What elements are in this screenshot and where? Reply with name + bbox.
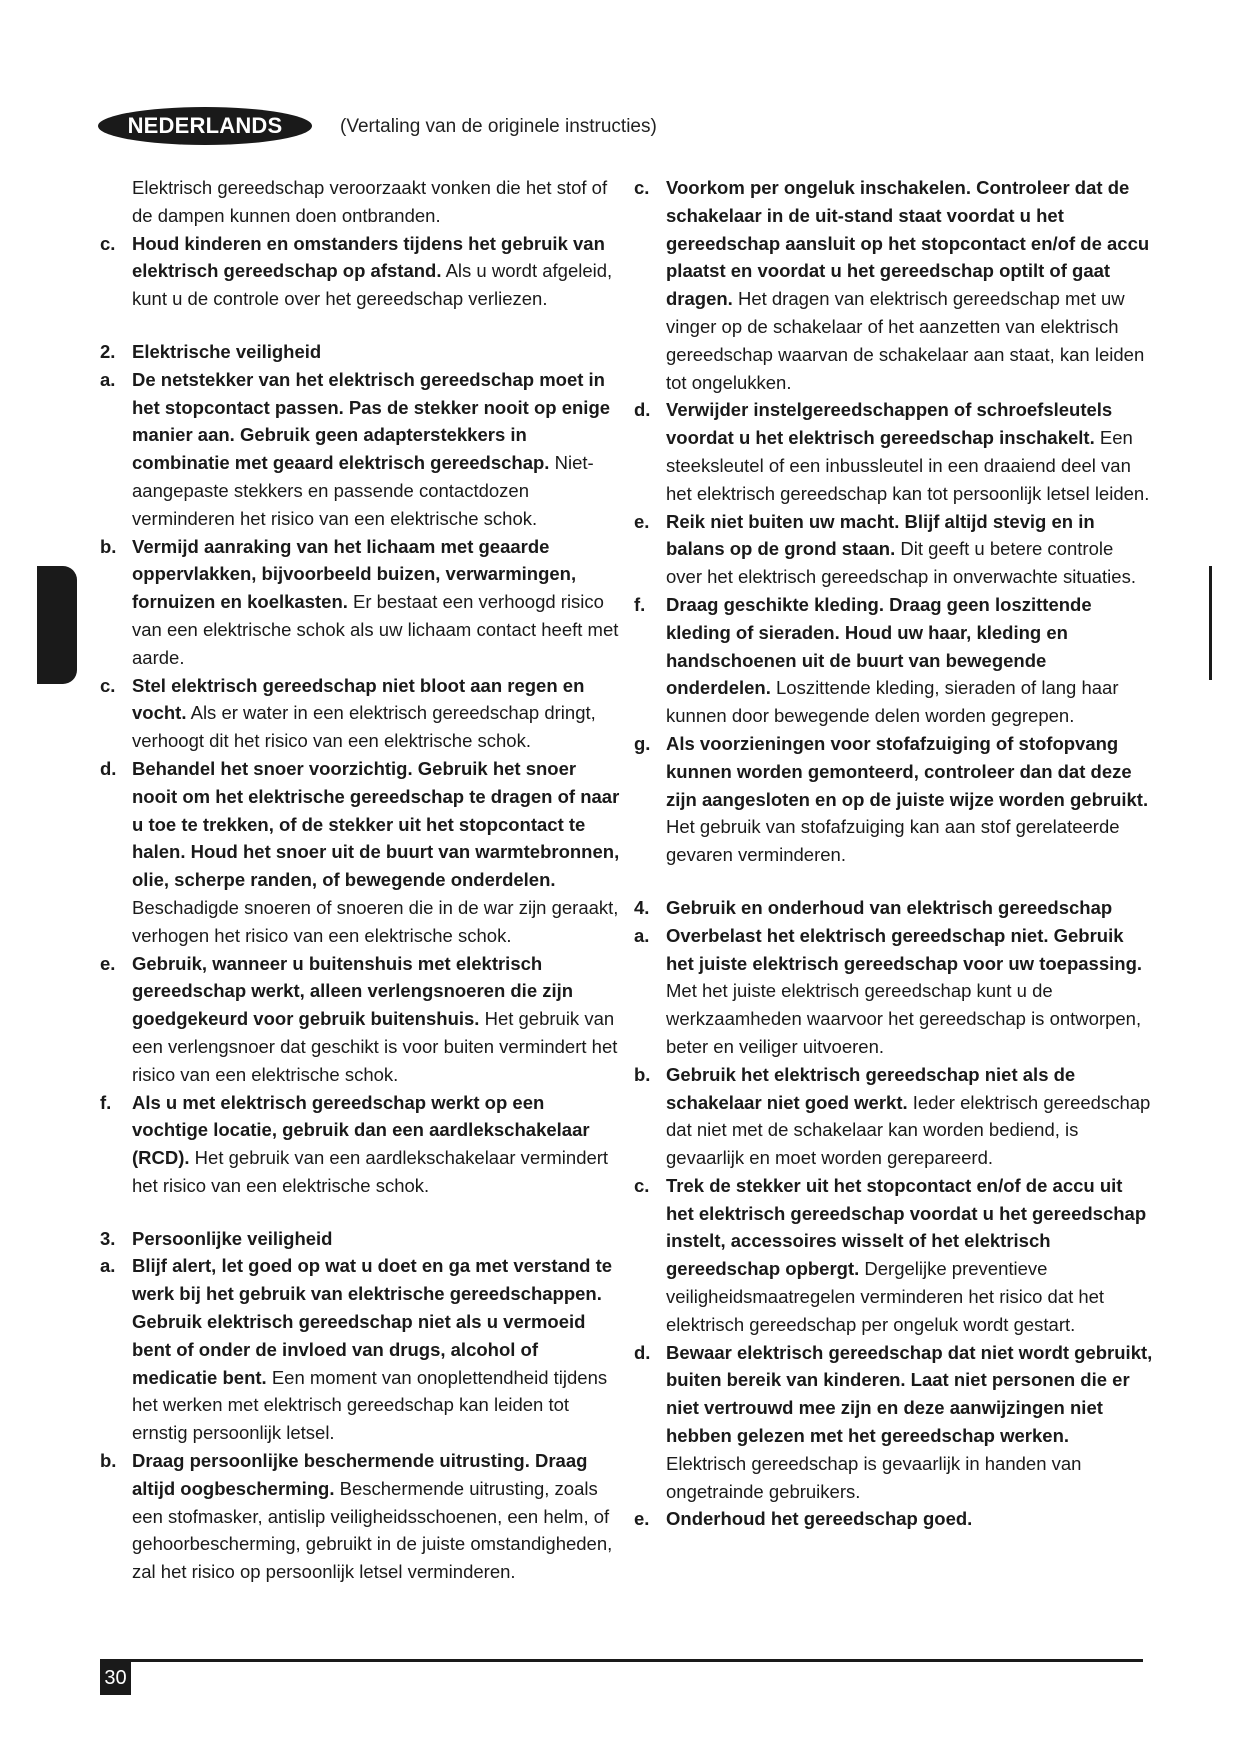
section-heading: 2. Elektrische veiligheid [100, 340, 322, 362]
footer-rule [100, 1659, 1143, 1662]
list-item: c. Voorkom per ongeluk inschakelen. Controleer dat de schakelaar in de uit-stand staat voordat u het gereedschap aansluit op het stopcontact en/of de accu plaatst en voordat u het gereedschap optilt of gaat dragen. Het dragen van elektrisch gereedschap met uw vinger op de schakelaar of het aanzetten van elektrisch gereedschap waarvan de schakelaar aan staat, kan leiden tot ongelukken. [634, 177, 1150, 393]
list-item: f. Als u met elektrisch gereedschap werkt op een vochtige locatie, gebruik dan een aardlekschakelaar (RCD). Het gebruik van een aardlekschakelaar vermindert het risico van een elektrische schok. [100, 1091, 609, 1196]
list-item: b. Draag persoonlijke beschermende uitrusting. Draag altijd oogbescherming. Beschermende uitrusting, zoals een stofmasker, antislip veiligheidsschoenen, een helm, of gehoorbescherming, gebruikt in de juiste omstandigheden, zal het risico op persoonlijk letsel verminderen. [100, 1450, 613, 1583]
list-item: a. De netstekker van het elektrisch gereedschap moet in het stopcontact passen. Pas de stekker nooit op enige manier aan. Gebruik geen adapterstekkers in combinatie met geaard elektrisch gereedschap. Niet-aangepaste stekkers en passende contactdozen verminderen het risico van een elektrische schok. [100, 368, 611, 529]
list-item: f. Draag geschikte kleding. Draag geen loszittende kleding of sieraden. Houd uw haar, kleding en handschoenen uit de buurt van bewegende onderdelen. Loszittende kleding, sieraden of lang haar kunnen door bewegende delen worden gegrepen. [634, 593, 1119, 727]
list-item: e. Onderhoud het gereedschap goed. [634, 1508, 973, 1530]
list-item: e. Gebruik, wanneer u buitenshuis met elektrisch gereedschap werkt, alleen verlengsnoeren die zijn goedgekeurd voor gebruik buitenshuis. Het gebruik van een verlengsnoer dat geschikt is voor buiten vermindert het risico van een elektrische schok. [100, 952, 618, 1085]
section-heading: 4. Gebruik en onderhoud van elektrisch gereedschap [634, 896, 1113, 918]
list-item: d. Verwijder instelgereedschappen of schroefsleutels voordat u het elektrisch gereedschap inschakelt. Een steeksleutel of een inbussleutel in een draaiend deel van het elektrisch gereedschap kan tot persoonlijk letsel leiden. [634, 399, 1150, 504]
left-column [100, 174, 620, 1586]
right-margin-bar [1209, 566, 1212, 680]
translation-subtitle: (Vertaling van de originele instructies) [340, 116, 657, 137]
list-item: c. Houd kinderen en omstanders tijdens het gebruik van elektrisch gereedschap op afstand. Als u wordt afgeleid, kunt u de controle over het gereedschap verliezen. [100, 232, 613, 310]
language-badge: NEDERLANDS [98, 107, 312, 145]
right-column [634, 174, 1154, 1533]
section-heading: 3. Persoonlijke veiligheid [100, 1227, 333, 1249]
list-item: d. Bewaar elektrisch gereedschap dat niet wordt gebruikt, buiten bereik van kinderen. Laat niet personen die er niet vertrouwd mee zijn en deze aanwijzingen niet hebben gelezen met het gereedschap werken. Elektrisch gereedschap is gevaarlijk in handen van ongetrainde gebruikers. [634, 1341, 1153, 1502]
intro-paragraph: Elektrisch gereedschap veroorzaakt vonken die het stof of de dampen kunnen doen ontbranden. [132, 177, 608, 226]
list-item: a. Overbelast het elektrisch gereedschap niet. Gebruik het juiste elektrisch gereedschap voor uw toepassing. Met het juiste elektrisch gereedschap kunt u de werkzaamheden waarvoor het gereedschap is ontworpen, beter en veiliger uitvoeren. [634, 924, 1143, 1057]
page-number: 30 [100, 1662, 131, 1695]
side-thumb-tab [37, 566, 77, 684]
list-item: c. Stel elektrisch gereedschap niet bloot aan regen en vocht. Als er water in een elektrisch gereedschap dringt, verhoogt dit het risico van een elektrische schok. [100, 674, 596, 752]
list-item: d. Behandel het snoer voorzichtig. Gebruik het snoer nooit om het elektrische gereedschap te dragen of naar u toe te trekken, of de stekker uit het stopcontact te halen. Houd het snoer uit de buurt van warmtebronnen, olie, scherpe randen, of bewegende onderdelen. Beschadigde snoeren of snoeren die in de war zijn geraakt, verhogen het risico van een elektrische schok. [100, 757, 620, 946]
list-item: c. Trek de stekker uit het stopcontact en/of de accu uit het elektrisch gereedschap voordat u het gereedschap instelt, accessoires wisselt of het elektrisch gereedschap opbergt. Dergelijke preventieve veiligheidsmaatregelen verminderen het risico dat het elektrisch gereedschap per ongeluk wordt gestart. [634, 1174, 1147, 1335]
list-item: b. Gebruik het elektrisch gereedschap niet als de schakelaar niet goed werkt. Ieder elektrisch gereedschap dat niet met de schakelaar kan worden bediend, is gevaarlijk en moet worden gerepareerd. [634, 1063, 1151, 1169]
list-item: a. Blijf alert, let goed op wat u doet en ga met verstand te werk bij het gebruik van elektrische gereedschappen. Gebruik elektrisch gereedschap niet als u vermoeid bent of onder de invloed van drugs, alcohol of medicatie bent. Een moment van onoplettendheid tijdens het werken met elektrisch gereedschap kan leiden tot ernstig persoonlijk letsel. [100, 1255, 613, 1444]
list-item: g. Als voorzieningen voor stofafzuiging of stofopvang kunnen worden gemonteerd, controleer dan dat deze zijn aangesloten en op de juiste wijze worden gebruikt. Het gebruik van stofafzuiging kan aan stof gerelateerde gevaren verminderen. [634, 732, 1149, 866]
list-item: b. Vermijd aanraking van het lichaam met geaarde oppervlakken, bijvoorbeeld buizen, verwarmingen, fornuizen en koelkasten. Er bestaat een verhoogd risico van een elektrische schok als uw lichaam contact heeft met aarde. [100, 535, 619, 668]
list-item: e. Reik niet buiten uw macht. Blijf altijd stevig en in balans op de grond staan. Dit geeft u betere controle over het elektrisch gereedschap in onverwachte situaties. [634, 510, 1136, 588]
